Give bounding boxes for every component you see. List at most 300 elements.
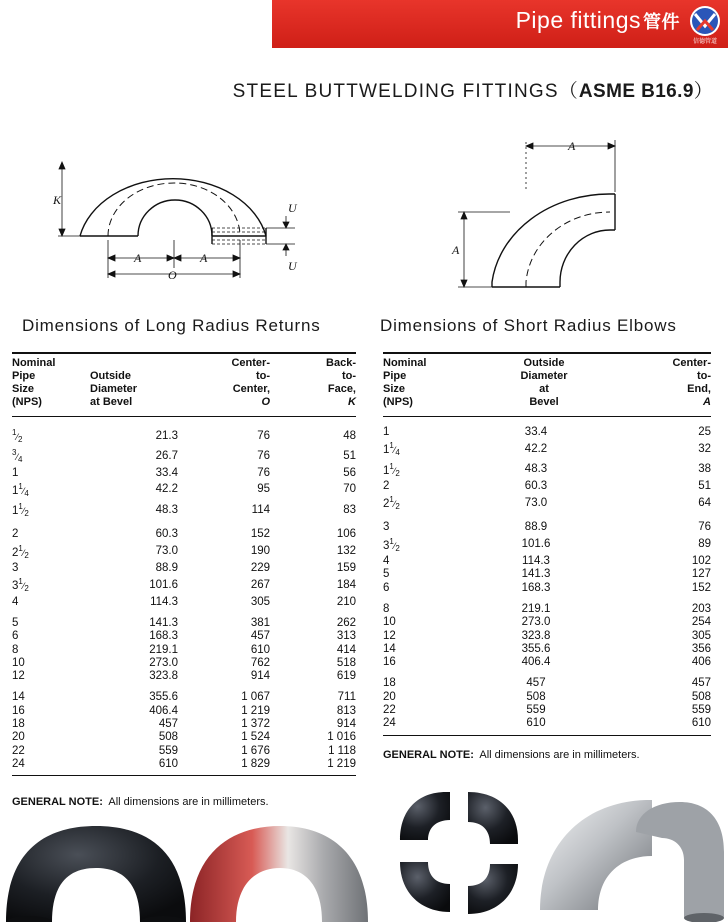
od-cell: 406.4 [149,704,178,717]
header-row [12,353,356,417]
table-row [383,704,711,717]
nps-denominator: 2 [24,509,29,519]
nps-whole: 2 [12,546,19,559]
nps-denominator: 2 [24,584,29,594]
o-cell: 381 [250,616,270,629]
od-cell: 33.4 [524,426,548,438]
nps-whole: 24 [383,717,396,730]
od-cell: 273.0 [521,616,551,629]
nps-cell [383,555,479,568]
nps-whole: 5 [12,616,19,629]
table-row [383,439,711,459]
k-cell: 210 [336,595,356,608]
od-cell: 101.6 [521,538,551,551]
od-cell: 33.4 [155,466,178,479]
nps-whole: 1 [383,444,390,457]
table-row [383,630,711,643]
group-spacer [12,520,356,528]
a-cell: 254 [691,616,711,629]
header-line: Face, [327,383,356,395]
nps-denominator: 2 [395,543,400,553]
table-row [12,758,356,776]
header-line: Center- [231,357,270,369]
table-row [12,718,356,731]
od-cell: 141.3 [521,568,551,581]
nps-cell [12,630,90,643]
k-cell: 83 [343,503,356,516]
k-cell: 813 [336,704,356,717]
nps-denominator: 2 [395,502,400,512]
stainless-elbow-photo [534,792,728,922]
a-cell: 25 [698,426,711,438]
nps-whole: 8 [12,643,19,656]
fraction-slash: ⁄ [22,506,25,517]
o-cell: 76 [257,429,270,442]
k-cell: 414 [336,643,356,656]
nps-numerator: 1 [389,441,394,451]
returns-note-text: All dimensions are in millimeters. [108,796,269,808]
nps-whole: 2 [12,528,19,541]
k-cell: 262 [336,616,356,629]
nps-cell [383,439,479,459]
nps-whole: 4 [12,595,19,608]
od-cell: 219.1 [521,602,551,615]
nps-cell [12,542,90,562]
od-cell: 406.4 [521,656,551,669]
nps-cell [12,617,90,630]
a-cell: 356 [691,642,711,655]
fraction-slash: ⁄ [393,445,396,456]
o-cell: 267 [250,578,270,591]
nps-whole: 8 [383,602,390,615]
returns-note-label: GENERAL NOTE: [12,796,103,808]
group-spacer [383,513,711,521]
k-cell: 313 [336,630,356,643]
a-cell: 559 [691,704,711,717]
column-header [90,353,180,417]
fraction-slash: ⁄ [393,499,396,510]
nps-denominator: 4 [24,488,29,498]
table-row [383,691,711,704]
header-line: Back- [326,357,356,369]
header-line: Center- [672,357,711,369]
od-cell: 355.6 [521,642,551,655]
nps-whole: 22 [12,744,25,757]
od-cell: 88.9 [524,521,548,534]
nps-whole: 22 [383,704,396,717]
od-cell: 101.6 [149,578,178,591]
od-cell: 60.3 [524,479,548,492]
header-line: Bevel [529,396,559,408]
nps-cell [383,677,479,690]
fraction-slash: ⁄ [22,547,25,558]
elbow-outer-arc [492,194,615,287]
table-row [12,705,356,718]
logo-caption: 信德管道 [692,39,717,45]
od-cell: 60.3 [155,528,178,541]
header-line: Diameter [520,370,568,382]
nps-whole: 1 [383,426,390,438]
od-cell: 323.8 [149,670,178,683]
od-cell: 559 [158,744,178,757]
od-cell: 219.1 [149,643,178,656]
od-cell: 141.3 [149,616,178,629]
long-radius-return-diagram [50,140,310,290]
o-cell: 610 [250,643,270,656]
a-cell: 89 [698,538,711,551]
o-cell: 762 [250,656,270,669]
table-row [12,417,356,447]
group-spacer [383,595,711,603]
od-cell: 508 [526,690,546,703]
fraction-slash: ⁄ [393,465,396,476]
nps-cell [383,582,479,595]
nps-whole: 12 [12,670,25,683]
a-cell: 38 [698,463,711,476]
document-title [0,76,714,103]
return-inner-arc [138,200,212,236]
black-steel-return-photo [0,820,190,922]
a-cell: 508 [691,690,711,703]
nps-cell [12,705,90,718]
header-line: at Bevel [90,396,133,408]
nps-whole: 12 [383,629,396,642]
table-row [383,417,711,440]
header-banner [270,0,728,48]
nps-numerator: 3 [12,448,17,458]
od-cell: 508 [158,731,178,744]
nps-cell [383,616,479,629]
elbows-note-text: All dimensions are in millimeters. [479,749,640,761]
label-k: K [53,193,62,207]
elbows-note-label: GENERAL NOTE: [383,749,474,761]
nps-whole: 20 [12,731,25,744]
nps-whole: 14 [12,691,25,704]
table-row [12,562,356,575]
o-cell: 76 [257,449,270,462]
red-coated-return-photo [186,822,372,922]
table-row [12,467,356,480]
a-cell: 32 [698,442,711,455]
nps-whole: 18 [12,718,25,731]
o-cell: 1 372 [241,718,270,731]
nps-whole: 1 [12,505,19,518]
column-header [270,353,356,417]
header-line: Pipe [383,370,407,382]
table-row [12,657,356,670]
nps-cell [12,446,90,466]
nps-whole: 2 [383,479,390,492]
table-row [12,528,356,541]
nps-denominator: 4 [395,448,400,458]
nps-denominator: 2 [17,435,23,444]
return-centerline-arc [108,183,240,236]
table-row [12,691,356,704]
nps-cell [12,691,90,704]
nps-whole: 3 [12,562,19,575]
table-row [12,596,356,609]
o-cell: 114 [251,503,270,516]
o-cell: 76 [257,466,270,479]
nps-whole: 4 [383,555,390,568]
nps-cell [12,718,90,731]
od-cell: 42.2 [524,442,548,455]
od-cell: 457 [526,677,546,690]
table-row [383,603,711,616]
banner-title [516,7,680,34]
label-u-bottom: U [288,259,297,273]
nps-cell [383,656,479,669]
table-row [383,521,711,534]
banner-title-en: Pipe fittings [515,7,641,33]
k-cell: 132 [336,545,356,558]
a-cell: 51 [698,479,711,492]
nps-cell [383,630,479,643]
table-row [12,670,356,683]
header-line: Nominal [383,357,427,369]
banner-title-cn: 管件 [643,12,680,32]
table-row [383,460,711,480]
nps-cell [12,417,90,447]
header-line: Diameter [90,383,138,395]
nps-whole: 2 [383,498,390,511]
header-line: Outside [523,357,565,369]
table-row [383,677,711,690]
nps-denominator: 2 [24,550,29,560]
header-line: to- [255,370,270,382]
k-cell: 159 [336,562,356,575]
od-cell: 114.3 [150,595,178,608]
returns-table [12,352,356,776]
o-cell: 914 [250,670,270,683]
nps-cell [12,562,90,575]
group-spacer [12,609,356,617]
o-cell: 305 [250,595,270,608]
table-row [12,500,356,520]
label-a-right: A [200,251,208,265]
od-cell: 323.8 [521,629,551,642]
nps-cell [12,644,90,657]
nps-cell [383,417,479,440]
header-line: Size [383,383,406,395]
table-row [12,446,356,466]
k-cell: 106 [336,528,356,541]
a-cell: 127 [691,568,711,581]
table-row [12,745,356,758]
nps-numerator: 1 [18,502,23,512]
nps-cell [12,596,90,609]
nps-numerator: 1 [389,536,394,546]
table-row [12,644,356,657]
header-line: A [703,396,711,408]
document-title-close: ） [693,81,714,102]
k-cell: 56 [343,466,356,479]
nps-whole: 6 [383,581,390,594]
return-outer-arc [80,179,266,236]
header-line: Nominal [12,357,56,369]
od-cell: 42.2 [155,483,178,496]
nps-whole: 1 [12,466,19,479]
a-cell: 76 [698,521,711,534]
nps-denominator: 4 [17,455,23,465]
group-spacer [383,669,711,677]
table-row [12,575,356,595]
o-cell: 1 829 [180,758,270,776]
o-cell: 95 [257,483,270,496]
nps-cell [12,467,90,480]
o-cell: 1 219 [241,704,270,717]
k-cell: 184 [336,578,356,591]
header-line: Size [12,383,35,395]
nps-cell [12,758,90,776]
table-row [12,731,356,744]
nps-whole: 20 [383,690,396,703]
document-title-standard: ASME B16.9 [578,81,694,102]
od-cell: 610 [479,717,609,735]
o-cell: 190 [250,545,270,558]
fraction-slash: ⁄ [22,485,25,496]
od-cell: 114.3 [522,555,550,568]
nps-whole: 10 [383,616,396,629]
column-header [12,353,90,417]
od-cell: 168.3 [149,630,178,643]
o-cell: 1 067 [241,691,270,704]
header-line: Outside [90,370,131,382]
nps-denominator: 2 [395,468,400,478]
header-line: Center, [232,383,270,395]
header-row [383,353,711,417]
header-line: Pipe [12,370,36,382]
o-cell: 152 [250,528,270,541]
o-cell: 457 [250,630,270,643]
elbow-label-a-top: A [568,139,576,153]
nps-cell [383,535,479,555]
nps-whole: 10 [12,656,25,669]
table-row [383,568,711,581]
header-line: at [539,383,549,395]
nps-numerator: 1 [18,577,23,587]
nps-whole: 16 [383,656,396,669]
group-spacer [12,683,356,691]
od-cell: 21.3 [155,429,178,442]
elbow-inner-arc [560,230,615,287]
nps-cell [12,731,90,744]
od-cell: 168.3 [521,581,551,594]
od-cell: 610 [90,758,180,776]
nps-cell [12,480,90,500]
a-cell: 203 [691,602,711,615]
a-cell: 406 [691,656,711,669]
nps-cell [12,500,90,520]
returns-section-title: Dimensions of Long Radius Returns [22,316,321,335]
table-row [12,480,356,500]
nps-cell [383,717,479,735]
k-cell: 70 [343,483,356,496]
short-radius-elbow-diagram [450,132,640,297]
nps-whole: 1 [12,484,19,497]
nps-cell [12,575,90,595]
nps-whole: 6 [12,630,19,643]
nps-whole: 24 [12,757,25,770]
nps-numerator: 1 [389,495,394,505]
table-row [383,656,711,669]
od-cell: 273.0 [149,656,178,669]
a-cell: 305 [691,629,711,642]
column-header [609,353,711,417]
table-row [383,480,711,493]
a-cell: 610 [609,717,711,735]
nps-cell [383,521,479,534]
nps-whole: 5 [383,568,390,581]
nps-numerator: 1 [18,543,23,553]
a-cell: 102 [691,555,711,568]
header-line: to- [341,370,356,382]
black-elbows-photo [390,784,528,922]
a-cell: 152 [691,581,711,594]
od-cell: 73.0 [155,545,178,558]
od-cell: 457 [158,718,178,731]
label-o: O [168,268,177,282]
elbows-section-title: Dimensions of Short Radius Elbows [380,316,677,335]
k-cell: 1 016 [327,731,356,744]
nps-cell [12,657,90,670]
nps-cell [383,704,479,717]
od-cell: 559 [526,704,546,717]
od-cell: 88.9 [155,562,178,575]
nps-whole: 18 [383,677,396,690]
table-row [12,542,356,562]
column-header [180,353,270,417]
a-cell: 64 [698,496,711,509]
table-row [383,582,711,595]
table-row [383,493,711,513]
fraction-slash: ⁄ [16,432,18,442]
nps-cell [12,745,90,758]
nps-cell [383,493,479,513]
k-cell: 1 118 [328,744,356,757]
nps-numerator: 1 [12,428,17,437]
header-line: (NPS) [383,396,413,408]
header-line: (NPS) [12,396,42,408]
header-line: End, [687,383,711,395]
k-cell: 914 [336,718,356,731]
od-cell: 26.7 [155,449,178,462]
header-line: O [261,396,270,408]
elbow-centerline-arc [526,212,610,287]
fraction-slash: ⁄ [393,540,396,551]
k-cell: 518 [336,656,356,669]
nps-whole: 1 [383,464,390,477]
nps-whole: 3 [383,539,390,552]
fraction-slash: ⁄ [16,452,18,463]
table-row [12,617,356,630]
a-cell: 457 [691,677,711,690]
nps-whole: 3 [12,580,19,593]
nps-numerator: 1 [389,461,394,471]
nps-whole: 3 [383,521,390,534]
od-cell: 73.0 [524,496,548,509]
label-u-top: U [288,201,297,215]
k-cell: 51 [343,449,356,462]
nps-cell [383,643,479,656]
fraction-slash: ⁄ [22,581,25,592]
header-line: K [348,396,356,408]
document-title-main: STEEL BUTTWELDING FITTINGS（ [232,81,579,102]
nps-numerator: 1 [18,481,23,491]
table-row [383,616,711,629]
od-cell: 48.3 [155,503,178,516]
nps-cell [383,480,479,493]
